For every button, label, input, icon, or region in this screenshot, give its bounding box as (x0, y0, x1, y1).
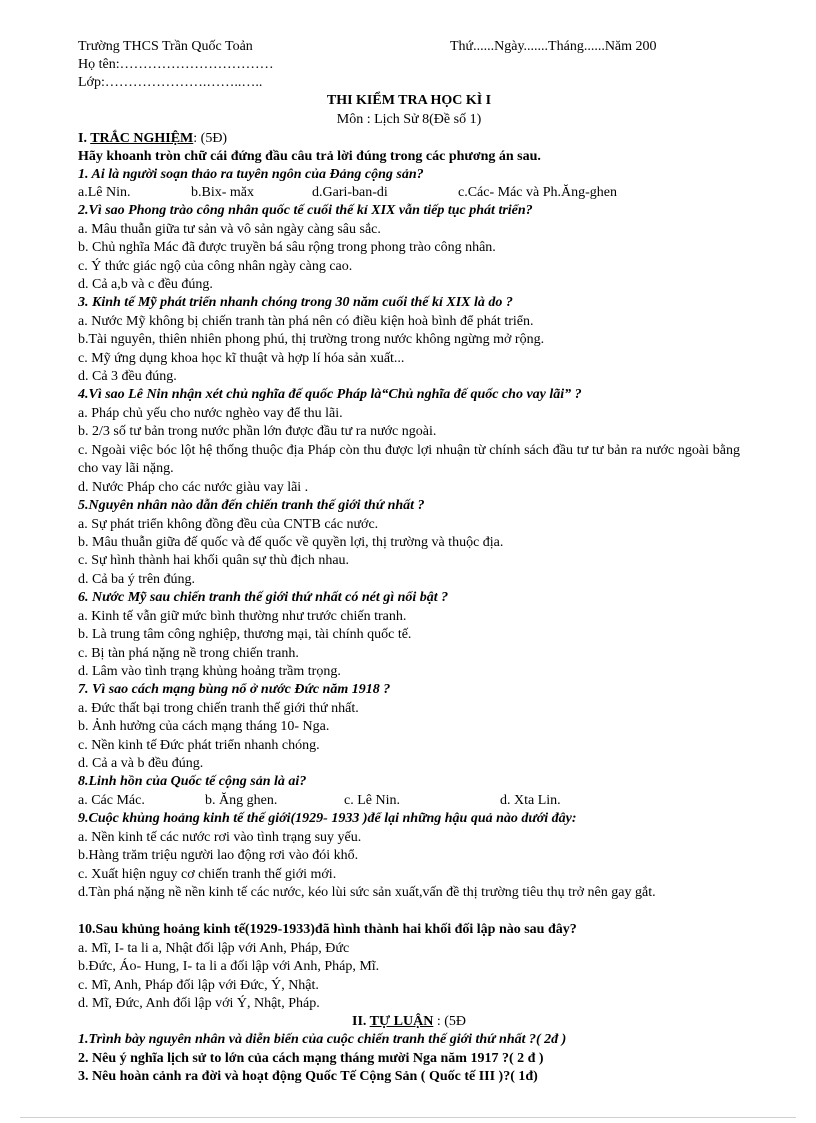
date-line: Thứ......Ngày.......Tháng......Năm 200 (450, 39, 657, 54)
header-row (78, 38, 740, 56)
page-edge-divider (20, 1117, 796, 1118)
answer-option: d. Cả ba ý trên đúng. (78, 572, 196, 587)
question-9: 9.Cuộc khủng hoảng kinh tế thế giới(1929- 1933 )để lại những hậu quả nào dưới đây: (78, 811, 577, 826)
question-7: 7. Vì sao cách mạng bùng nổ ở nước Đức năm 1918 ? (78, 682, 391, 697)
answer-option: d. Cả a,b và c đều đúng. (78, 277, 213, 292)
essay-question-2: 2. Nêu ý nghĩa lịch sử to lớn của cách mạng tháng mười Nga năm 1917 ?( 2 đ ) (78, 1051, 544, 1066)
answer-option: c. Ngoài việc bóc lột hệ thống thuộc địa Pháp còn thu được lợi nhuận từ chính sách đầu tư tư bản ra nước ngoài bằng cho vay lãi nặng. (78, 443, 740, 476)
answer-option: c. Sự hình thành hai khối quân sự thù địch nhau. (78, 553, 350, 568)
answer-option: c. Ý thức giác ngộ của công nhân ngày càng cao. (78, 259, 353, 274)
question-4: 4.Vì sao Lê Nin nhận xét chủ nghĩa đế quốc Pháp là“Chủ nghĩa đế quốc cho vay lãi” ? (78, 387, 582, 402)
answer-option: c. Bị tàn phá nặng nề trong chiến tranh. (78, 646, 299, 661)
answer-option: b.Hàng trăm triệu người lao động rơi vào đói khổ. (78, 848, 359, 863)
question-8: 8.Linh hồn của Quốc tế cộng sản là ai? (78, 774, 307, 789)
answer-option: d. Cả a và b đều đúng. (78, 756, 204, 771)
question-6: 6. Nước Mỹ sau chiến tranh thế giới thứ nhất có nét gì nổi bật ? (78, 590, 449, 605)
answer-option: b.Đức, Áo- Hung, I- ta li a đối lập với Anh, Pháp, Mĩ. (78, 959, 380, 974)
part2-heading: II. TỰ LUẬN : (5Đ (352, 1014, 466, 1029)
answer-option: a. Kinh tế vẫn giữ mức bình thường như trước chiến tranh. (78, 609, 407, 624)
question-2: 2.Vì sao Phong trào công nhân quốc tế cuối thế kỉ XIX vẫn tiếp tục phát triển? (78, 203, 533, 218)
question-10: 10.Sau khủng hoảng kinh tế(1929-1933)đã hình thành hai khối đối lập nào sau đây? (78, 922, 577, 937)
answer-option: d. Cả 3 đều đúng. (78, 369, 177, 384)
answer-option: d. Mĩ, Đức, Anh đối lập với Ý, Nhật, Pháp. (78, 996, 320, 1011)
name-line: Họ tên:…………………………… (78, 57, 274, 72)
answer-option: a. Đức thất bại trong chiến tranh thế giới thứ nhất. (78, 701, 359, 716)
answer-option: d. Lâm vào tình trạng khủng hoảng trầm trọng. (78, 664, 341, 679)
answer-option: a. Mâu thuẫn giữa tư sản và vô sản ngày càng sâu sắc. (78, 222, 381, 237)
answer-option: b. Ảnh hưởng của cách mạng tháng 10- Nga. (78, 719, 330, 734)
essay-question-1: 1.Trình bày nguyên nhân và diễn biến của cuộc chiến tranh thế giới thứ nhất ?( 2đ ) (78, 1032, 567, 1047)
answer-option: d.Tàn phá nặng nề nền kinh tế các nước, kéo lùi sức sản xuất,vấn đề thị trường tiêu thụ trở nên gay gắt. (78, 885, 656, 900)
answer-option: c. Mỹ ứng dụng khoa học kĩ thuật và hợp lí hóa sản xuất... (78, 351, 405, 366)
answer-option: a. Mĩ, I- ta li a, Nhật đối lập với Anh, Pháp, Đức (78, 941, 350, 956)
answer-option: a. Nước Mỹ không bị chiến tranh tàn phá nên có điều kiện hoà bình để phát triển. (78, 314, 534, 329)
exam-page: Trường THCS Trần Quốc Toản Thứ......Ngày.......Tháng......Năm 200 Họ tên:…………………………… Lớp:………………….……..….. THI KIỂM TRA HỌC KÌ I Môn : Lịch Sử 8(Đề số 1) I. TRẮC NGHIỆM: (5Đ) Hãy khoanh tròn chữ cái đứng đầu câu trả lời đúng trong các phương án sau. 1. Ai là người soạn thảo ra tuyên ngôn của Đảng cộng sản? a.Lê Nin. b.Bix- măx d.Gari-ban-di c.Các- Mác và Ph.Ăng-ghen 2.Vì sao Phong trào công nhân quốc tế cuối thế kỉ XIX vẫn tiếp tục phát triển? a. Mâu thuẫn giữa tư sản và vô sản ngày càng sâu sắc. b. Chủ nghĩa Mác đã được truyền bá sâu rộng trong phong trào công nhân. c. Ý thức giác ngộ của công nhân ngày càng cao. d. Cả a,b và c đều đúng. 3. Kinh tế Mỹ phát triển nhanh chóng trong 30 năm cuối thế kỉ XIX là do ? a. Nước Mỹ không bị chiến tranh tàn phá nên có điều kiện hoà bình để phát triển. b.Tài nguyên, thiên nhiên phong phú, thị trường trong nước không ngừng mở rộng. c. Mỹ ứng dụng khoa học kĩ thuật và hợp lí hóa sản xuất... d. Cả 3 đều đúng. 4.Vì sao Lê Nin nhận xét chủ nghĩa đế quốc Pháp là“Chủ nghĩa đế quốc cho vay lãi” ? a. Pháp chủ yếu cho nước nghèo vay để thu lãi. b. 2/3 số tư bản trong nước phần lớn được đầu tư ra nước ngoài. c. Ngoài việc bóc lột hệ thống thuộc địa Pháp còn thu được lợi nhuận từ chính sách đầu tư tư bản ra nước ngoài bằng cho vay lãi nặng. d. Nước Pháp cho các nước giàu vay lãi . 5.Nguyên nhân nào dẫn đến chiến tranh thế giới thứ nhất ? a. Sự phát triển không đồng đều của CNTB các nước. b. Mâu thuẫn giữa đế quốc và đế quốc về quyền lợi, thị trường và thuộc địa. c. Sự hình thành hai khối quân sự thù địch nhau. d. Cả ba ý trên đúng. 6. Nước Mỹ sau chiến tranh thế giới thứ nhất có nét gì nổi bật ? a. Kinh tế vẫn giữ mức bình thường như trước chiến tranh. b. Là trung tâm công nghiệp, thương mại, tài chính quốc tế. c. Bị tàn phá nặng nề trong chiến tranh. d. Lâm vào tình trạng khủng hoảng trầm trọng. 7. Vì sao cách mạng bùng nổ ở nước Đức năm 1918 ? a. Đức thất bại trong chiến tranh thế giới thứ nhất. b. Ảnh hưởng của cách mạng tháng 10- Nga. c. Nền kinh tế Đức phát triển nhanh chóng. d. Cả a và b đều đúng. 8.Linh hồn của Quốc tế cộng sản là ai? a. Các Mác. b. Ăng ghen. c. Lê Nin. d. Xta Lin. 9.Cuộc khủng hoảng kinh tế thế giới(1929- 1933 )để lại những hậu quả nào dưới đây: a. Nền kinh tế các nước rơi vào tình trạng suy yếu. b.Hàng trăm triệu người lao động rơi vào đói khổ. c. Xuất hiện nguy cơ chiến tranh thế giới mới. d.Tàn phá nặng nề nền kinh tế các nước, kéo lùi sức sản xuất,vấn đề thị trường tiêu thụ trở nên gay gắt. 10.Sau khủng hoảng kinh tế(1929-1933)đã hình thành hai khối đối lập nào sau đây? a. Mĩ, I- ta li a, Nhật đối lập với Anh, Pháp, Đức b.Đức, Áo- Hung, I- ta li a đối lập với Anh, Pháp, Mĩ. c. Mĩ, Anh, Pháp đối lập với Đức, Ý, Nhật. d. Mĩ, Đức, Anh đối lập với Ý, Nhật, Pháp. II. TỰ LUẬN : (5Đ 1.Trình bày nguyên nhân và diễn biến của cuộc chiến tranh thế giới thứ nhất ?( 2đ ) 2. Nêu ý nghĩa lịch sử to lớn của cách mạng tháng mười Nga năm 1917 ?( 2 đ ) 3. Nêu hoàn cảnh ra đời và hoạt động Quốc Tế Cộng Sản ( Quốc tế III )?( 1đ) (0, 0, 816, 1123)
answer-option: a. Nền kinh tế các nước rơi vào tình trạng suy yếu. (78, 830, 362, 845)
answer-option: c. Nền kinh tế Đức phát triển nhanh chóng. (78, 738, 320, 753)
answer-option: b. Mâu thuẫn giữa đế quốc và đế quốc về quyền lợi, thị trường và thuộc địa. (78, 535, 504, 550)
part1-instruction: Hãy khoanh tròn chữ cái đứng đầu câu trả lời đúng trong các phương án sau. (78, 149, 541, 164)
exam-subtitle: Môn : Lịch Sử 8(Đề số 1) (336, 112, 482, 127)
essay-question-3: 3. Nêu hoàn cảnh ra đời và hoạt động Quốc Tế Cộng Sản ( Quốc tế III )?( 1đ) (78, 1069, 538, 1084)
class-line: Lớp:………………….……..….. (78, 75, 263, 90)
answer-option: b. 2/3 số tư bản trong nước phần lớn được đầu tư ra nước ngoài. (78, 424, 437, 439)
question-3: 3. Kinh tế Mỹ phát triển nhanh chóng trong 30 năm cuối thế kỉ XIX là do ? (78, 295, 513, 310)
answer-option: c. Mĩ, Anh, Pháp đối lập với Đức, Ý, Nhật. (78, 978, 319, 993)
answer-option: a. Sự phát triển không đồng đều của CNTB các nước. (78, 517, 379, 532)
answer-option: a. Pháp chủ yếu cho nước nghèo vay để thu lãi. (78, 406, 343, 421)
answer-option: d. Nước Pháp cho các nước giàu vay lãi . (78, 480, 309, 495)
answer-option: b. Là trung tâm công nghiệp, thương mại, tài chính quốc tế. (78, 627, 412, 642)
exam-title: THI KIỂM TRA HỌC KÌ I (326, 93, 492, 108)
answer-option: b.Tài nguyên, thiên nhiên phong phú, thị trường trong nước không ngừng mở rộng. (78, 332, 545, 347)
answer-option: b. Chủ nghĩa Mác đã được truyền bá sâu rộng trong phong trào công nhân. (78, 240, 496, 255)
part1-heading: I. TRẮC NGHIỆM: (5Đ) (78, 131, 228, 146)
question-5: 5.Nguyên nhân nào dẫn đến chiến tranh thế giới thứ nhất ? (78, 498, 425, 513)
answer-option: c. Xuất hiện nguy cơ chiến tranh thế giới mới. (78, 867, 337, 882)
school-name: Trường THCS Trần Quốc Toản (78, 39, 253, 54)
question-1: 1. Ai là người soạn thảo ra tuyên ngôn của Đảng cộng sản? (78, 167, 424, 182)
